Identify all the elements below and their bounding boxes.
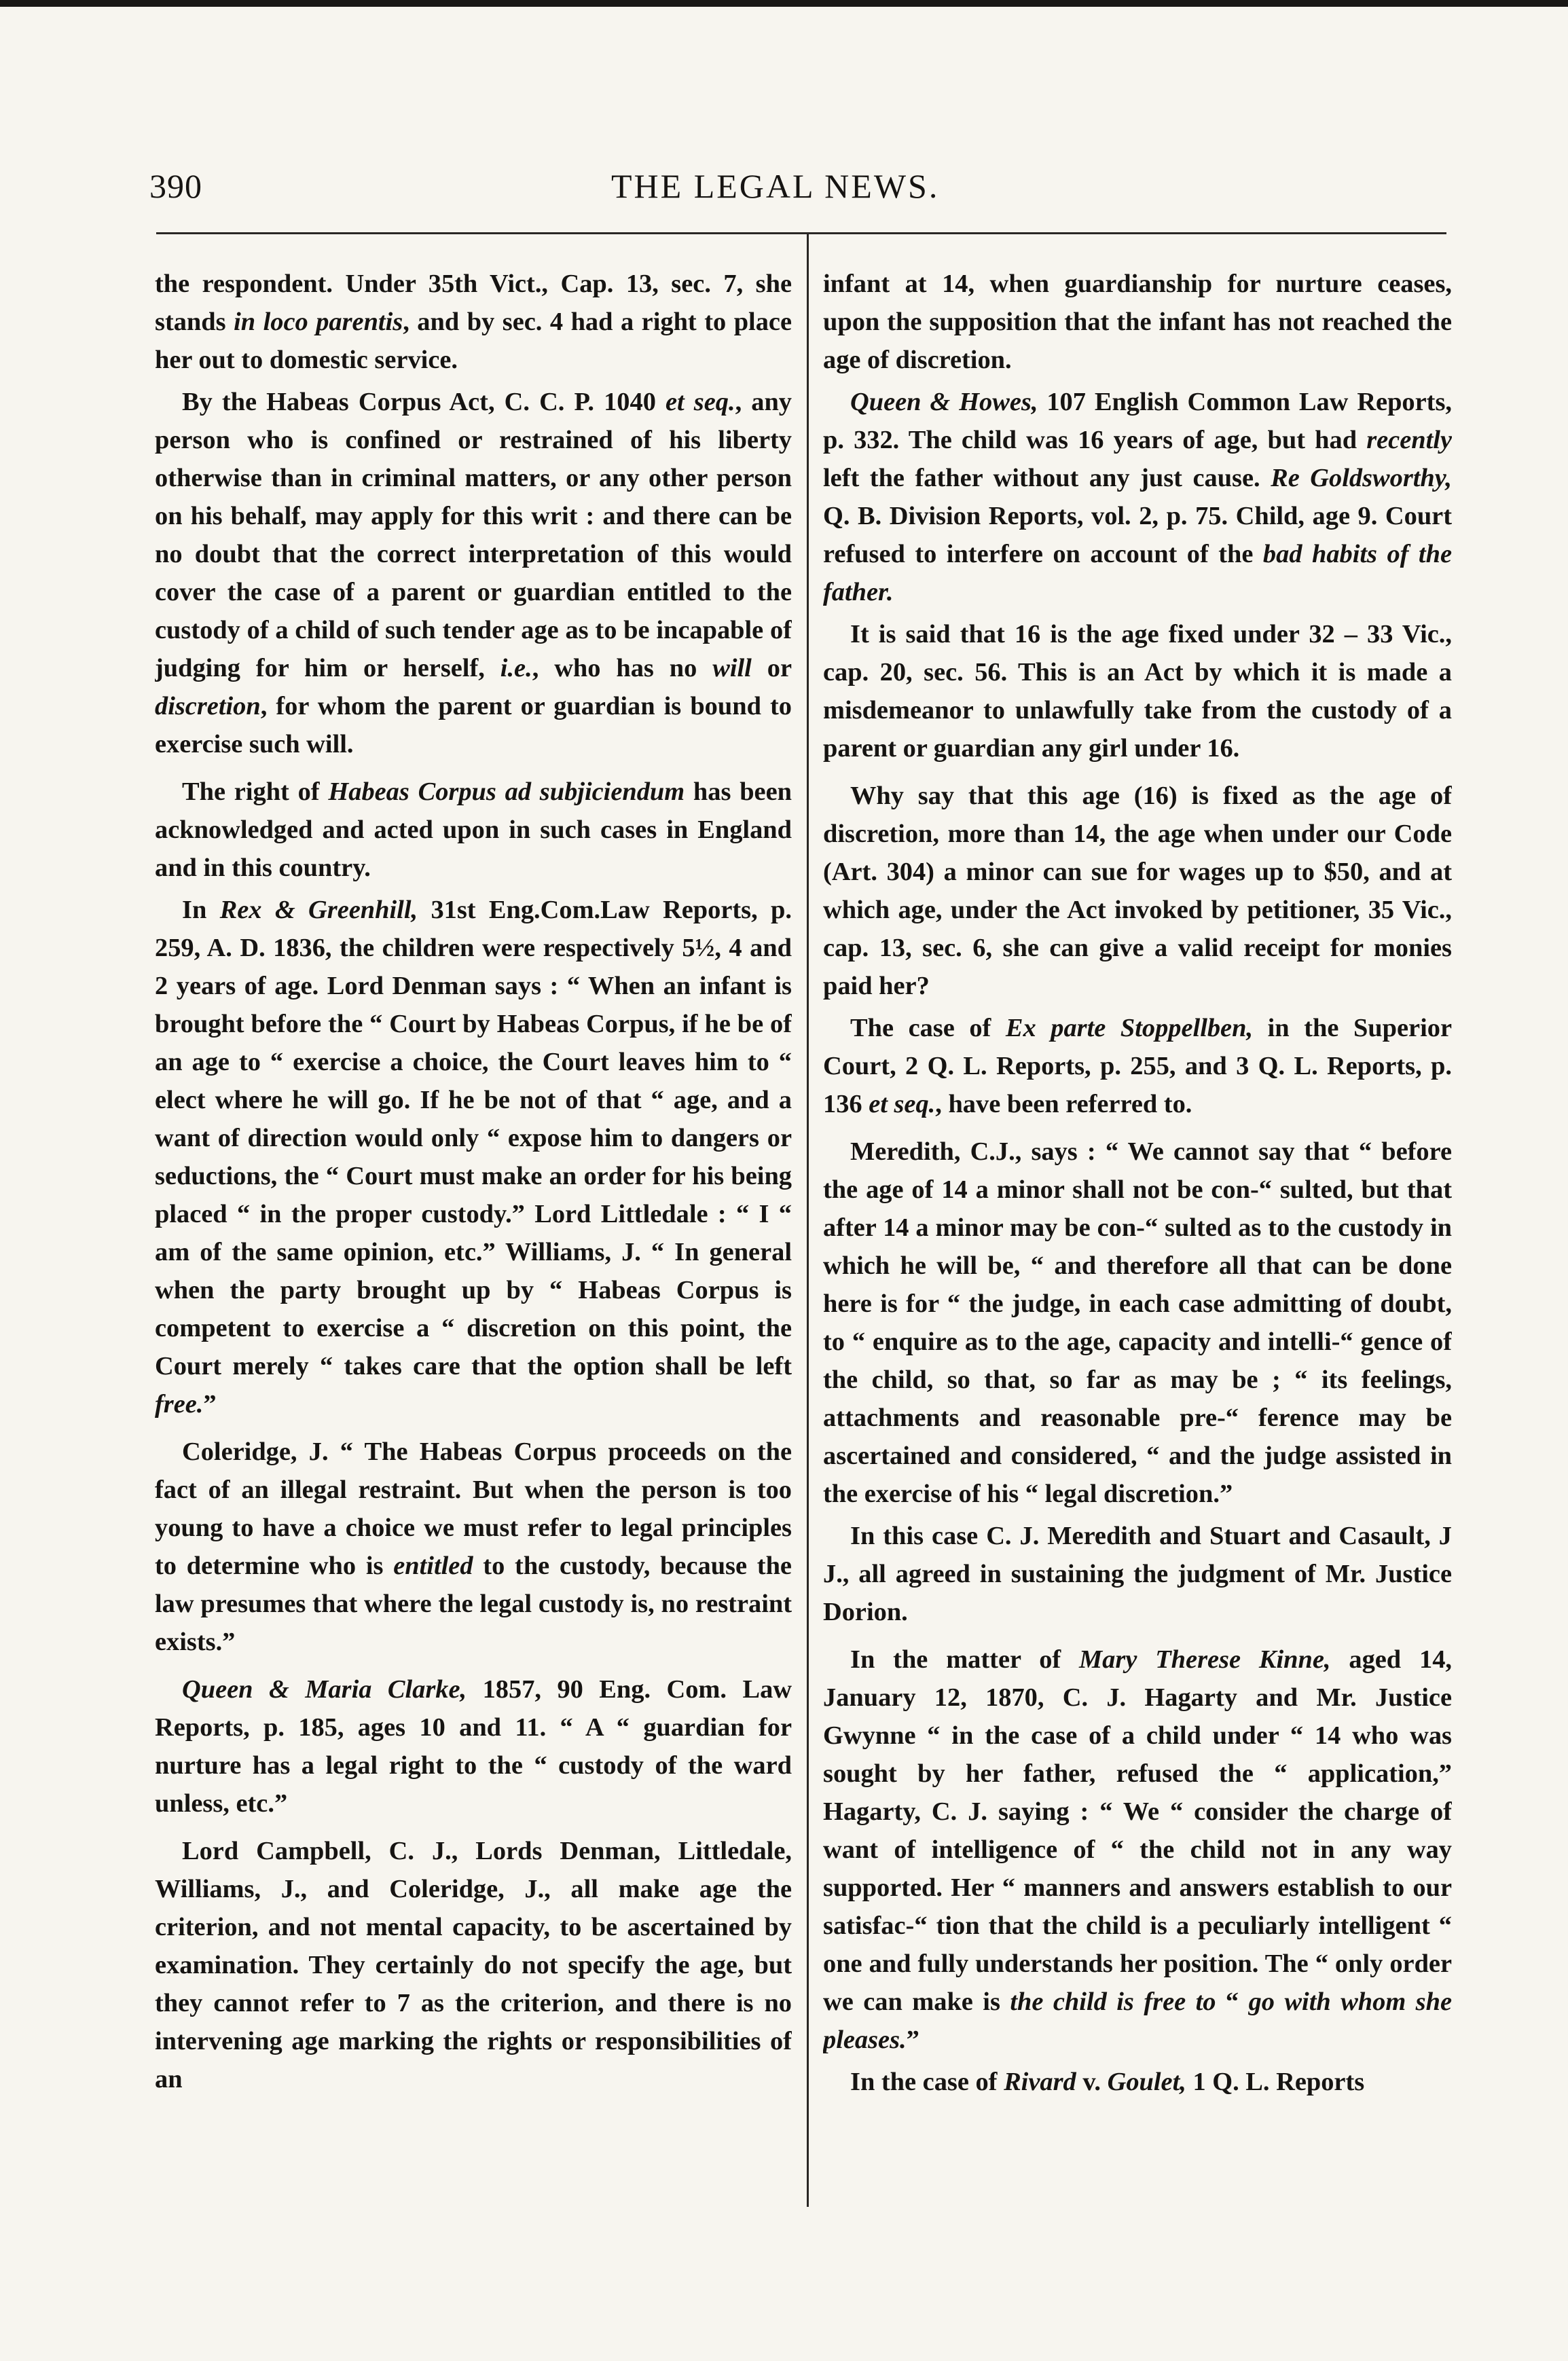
- italic-text: recently: [1366, 426, 1452, 454]
- text-run: or: [751, 654, 792, 682]
- text-run: , any person who is confined or restrained of his liberty otherwise than in criminal matters, or any other person on his behalf, may apply for this writ : and there can be no doubt that the correct interpretation of this would cover the case of a parent or guardian entitled to the custody of a child of such tender age as to be incapable of judging for him or herself,: [155, 388, 792, 682]
- text-run: , have been referred to.: [935, 1090, 1192, 1118]
- italic-text: Habeas Corpus ad subjiciendum: [328, 777, 685, 806]
- italic-text: go with whom she pleases.: [823, 1988, 1452, 2054]
- italic-text: Rivard: [1004, 2068, 1076, 2096]
- text-run: It is said that 16 is the age fixed under 32 – 33 Vic., cap. 20, sec. 56. This is an Act by which it is made a misdemeanor to unlawfully take from the custody of a parent or guardian any girl under 16.: [823, 620, 1452, 763]
- italic-text: in loco parentis: [234, 308, 403, 336]
- italic-text: Queen & Howes,: [850, 388, 1038, 416]
- text-run: Lord Campbell, C. J., Lords Denman, Littledale, Williams, J., and Coleridge, J., all make age the criterion, and not mental capacity, to be ascertained by examination. They certainly do not specify the age, but they cannot refer to 7 as the criterion, and there is no intervening age marking the rights or responsibilities of an: [155, 1837, 792, 2093]
- text-run: in the Superior Court, 2 Q. L. Reports, p. 255, and 3 Q. L. Reports, p. 136: [823, 1014, 1452, 1118]
- italic-text: entitled: [393, 1552, 473, 1580]
- paragraph: [155, 1670, 792, 1823]
- right-column: [823, 265, 1452, 2220]
- left-column: [155, 265, 792, 2220]
- text-run: Q. B. Division Reports, vol. 2, p. 75. Child, age 9. Court refused to interfere on account of the: [823, 502, 1452, 568]
- italic-text: discretion: [155, 692, 261, 720]
- text-run: Meredith, C.J., says : “ We cannot say that “ before the age of 14 a minor shall not be con-“ sulted, but that after 14 a minor may be con-“ sulted as to the custody in which he will be, “ and therefore all that can be done here is for “ the judge, in each case admitting of doubt, to “ enquire as to the age, capacity and intelli-“ gence of the child, so that, so far as may be ; “ its feelings, attachments and reasonable pre-“ ference may be ascertained and considered, “ and the judge assisted in the exercise of his “ legal discretion.”: [823, 1137, 1452, 1508]
- paragraph: [823, 1133, 1452, 1513]
- header-rule: [156, 232, 1446, 234]
- italic-text: Re Goldsworthy,: [1271, 464, 1452, 492]
- italic-text: Mary Therese Kinne,: [1079, 1645, 1331, 1674]
- text-run: left the father without any just cause.: [823, 464, 1271, 492]
- text-run: aged 14, January 12, 1870, C. J. Hagarty and Mr. Justice Gwynne “ in the case of a child under “ 14 who was sought by her father, refused the “ application,” Hagarty, C. J. saying : “ We “ consider the charge of want of intelligence of “ the child not in any way supported. Her “ manners and answers establish to our satisfac-“ tion that the child is a peculiarly intelligent “ one and fully understands her position. The “ only order we can make is: [823, 1645, 1452, 2016]
- text-run: In this case C. J. Meredith and Stuart and Casault, J J., all agreed in sustaining the judgment of Mr. Justice Dorion.: [823, 1522, 1452, 1626]
- italic-text: free.: [155, 1390, 204, 1419]
- italic-text: will: [712, 654, 752, 682]
- text-run: to the custody, because the law presumes that where the legal custody is, no restraint exists.”: [155, 1552, 792, 1656]
- running-title: THE LEGAL NEWS.: [611, 167, 940, 205]
- text-run: ”: [906, 2026, 919, 2054]
- paragraph: [155, 265, 792, 379]
- text-run: The case of: [850, 1014, 1006, 1042]
- paragraph: [823, 265, 1452, 379]
- paragraph: [155, 773, 792, 887]
- paragraph: [823, 383, 1452, 611]
- italic-text: et seq.: [665, 388, 735, 416]
- paragraph: [155, 383, 792, 763]
- paragraph: [823, 2063, 1452, 2101]
- text-run: 1857, 90 Eng. Com. Law Reports, p. 185, ages 10 and 11. “ A “ guardian for nurture has a legal right to the “ custody of the ward unless, etc.”: [155, 1675, 792, 1818]
- text-run: ”: [203, 1390, 217, 1419]
- italic-text: Ex parte Stoppellben,: [1005, 1014, 1254, 1042]
- paragraph: [155, 1433, 792, 1661]
- text-run: , who has no: [532, 654, 713, 682]
- page-header: [149, 166, 1440, 221]
- paragraph: [823, 777, 1452, 1005]
- paragraph: [155, 891, 792, 1423]
- paragraph: [823, 615, 1452, 767]
- top-border: [0, 0, 1568, 7]
- text-run: , for whom the parent or guardian is bound to exercise such will.: [155, 692, 792, 758]
- text-run: Why say that this age (16) is fixed as the age of discretion, more than 14, the age when under our Code (Art. 304) a minor can sue for wages up to $50, and at which age, under the Act invoked by petitioner, 35 Vic., cap. 13, sec. 6, she can give a valid receipt for monies paid her?: [823, 782, 1452, 1000]
- text-run: 31st Eng.Com.Law Reports, p. 259, A. D. 1836, the children were respectively 5½, 4 and 2 years of age. Lord Denman says : “ When an infant is brought before the “ Court by Habeas Corpus, if he be of an age to “ exercise a choice, the Court leaves him to “ elect where he will go. If he be not of that “ age, and a want of direction would only “ expose him to dangers or seductions, the “ Court must make an order for his being placed “ in the proper custody.” Lord Littledale : “ I “ am of the same opinion, etc.” Williams, J. “ In general when the party brought up by “ Habeas Corpus is competent to exercise a “ discretion on this point, the Court merely “ takes care that the option shall be left: [155, 896, 792, 1380]
- text-run: has been acknowledged and acted upon in such cases in England and in this country.: [155, 777, 792, 882]
- page-number: 390: [149, 167, 202, 205]
- italic-text: bad habits of the father.: [823, 540, 1452, 606]
- italic-text: i.e.: [500, 654, 532, 682]
- text-run: In the matter of: [850, 1645, 1080, 1674]
- text-run: In: [182, 896, 220, 924]
- text-run: Coleridge, J. “ The Habeas Corpus proceeds on the fact of an illegal restraint. But when the person is too young to have a choice we must refer to legal principles to determine who is: [155, 1438, 792, 1580]
- italic-text: et seq.: [869, 1090, 936, 1118]
- text-run: v.: [1076, 2068, 1108, 2096]
- text-run: By the Habeas Corpus Act, C. C. P. 1040: [182, 388, 666, 416]
- italic-text: Queen & Maria Clarke,: [182, 1675, 467, 1704]
- italic-text: the child is free to: [1010, 1988, 1216, 2016]
- paragraph: [823, 1009, 1452, 1123]
- paragraph: [823, 1641, 1452, 2059]
- text-run: 107 English Common Law Reports, p. 332. The child was 16 years of age, but had: [823, 388, 1452, 454]
- paragraph: [823, 1517, 1452, 1631]
- text-run: 1 Q. L. Reports: [1186, 2068, 1365, 2096]
- text-run: the respondent. Under 35th Vict., Cap. 13, sec. 7, she stands: [155, 270, 792, 336]
- text-run: infant at 14, when guardianship for nurture ceases, upon the supposition that the infant has not reached the age of discretion.: [823, 270, 1452, 374]
- italic-text: Rex & Greenhill,: [219, 896, 418, 924]
- text-run: “: [1216, 1988, 1249, 2016]
- text-run: The right of: [182, 777, 329, 806]
- paragraph: [155, 1832, 792, 2098]
- text-run: , and by sec. 4 had a right to place her out to domestic service.: [155, 308, 792, 374]
- text-run: In the case of: [850, 2068, 1004, 2096]
- italic-text: Goulet,: [1107, 2068, 1186, 2096]
- column-divider: [807, 234, 809, 2207]
